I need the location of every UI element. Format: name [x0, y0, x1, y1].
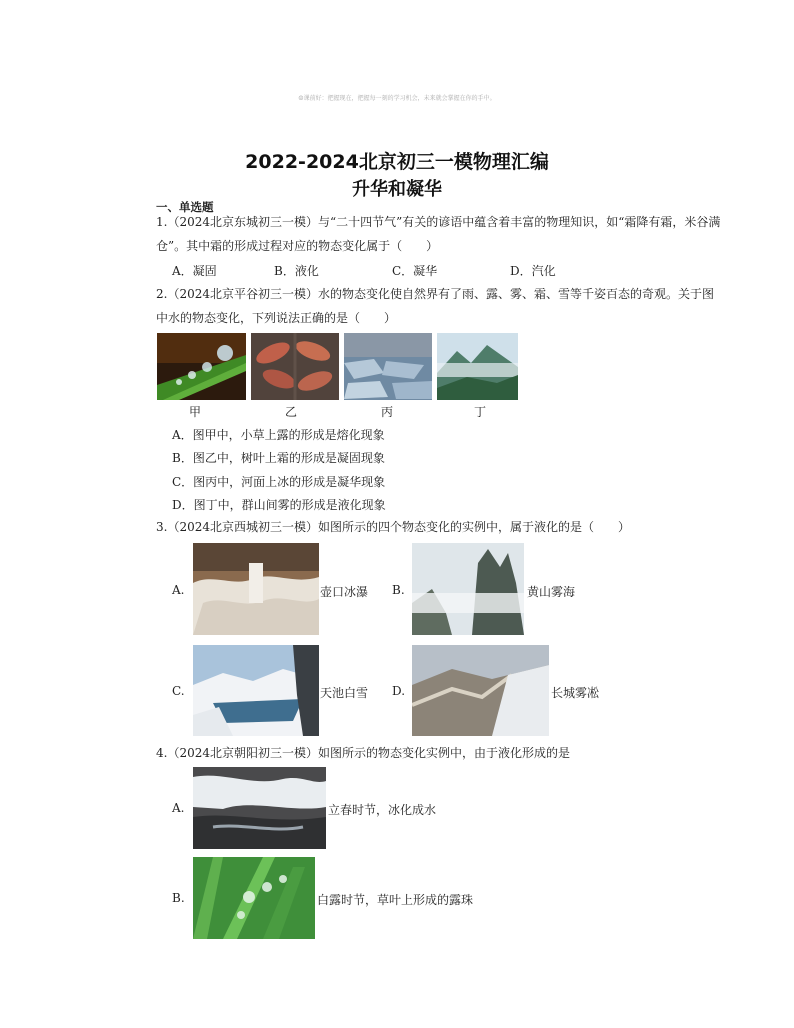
q3-option-d-letter: D. — [392, 684, 406, 698]
q3-image-a — [193, 543, 319, 635]
q2-caption-bing: 丙 — [380, 405, 393, 419]
q2-line2: 中水的物态变化，下列说法正确的是（ ） — [156, 311, 397, 325]
q3-option-d-label: 长城雾凇 — [551, 686, 600, 700]
q2-option-c: C．图丙中，河面上冰的形成是凝华现象 — [172, 475, 386, 489]
q1-option-b: B．液化 — [274, 264, 319, 278]
q3-option-c-label: 天池白雪 — [320, 686, 369, 700]
q2-image-jia — [157, 333, 246, 400]
q3-line1: 3.（2024北京西城初三一模）如图所示的四个物态变化的实例中，属于液化的是（ ） — [156, 520, 630, 534]
q1-option-c: C．凝华 — [392, 264, 438, 278]
q1-line2: 仓”。其中霜的形成过程对应的物态变化属于（ ） — [156, 239, 439, 253]
q2-option-a: A．图甲中，小草上露的形成是熔化现象 — [172, 428, 385, 442]
q4-image-a — [193, 767, 326, 849]
q4-option-a-label: 立春时节，冰化成水 — [328, 803, 437, 817]
q2-line1: 2.（2024北京平谷初三一模）水的物态变化使自然界有了雨、露、雾、霜、雪等千姿百态的奇观。关于图 — [156, 287, 714, 301]
q1-option-a: A．凝固 — [172, 264, 217, 278]
q2-option-d: D．图丁中，群山间雾的形成是液化现象 — [172, 498, 386, 512]
q4-option-b-label: 白露时节，草叶上形成的露珠 — [317, 893, 474, 907]
q4-option-b-letter: B. — [172, 891, 185, 905]
page-title: 2022-2024北京初三一模物理汇编 — [245, 151, 549, 173]
q2-image-bing — [344, 333, 432, 400]
q3-image-d — [412, 645, 549, 736]
q3-image-b — [412, 543, 524, 635]
q3-option-a-label: 壶口冰瀑 — [320, 585, 369, 599]
q1-line1: 1.（2024北京东城初三一模）与“二十四节气”有关的谚语中蕴含着丰富的物理知识，如“霜降有霜，米谷满 — [156, 215, 721, 229]
q2-caption-yi: 乙 — [284, 405, 297, 419]
q2-caption-ding: 丁 — [473, 405, 486, 419]
page-subtitle: 升华和凝华 — [352, 179, 442, 200]
q3-image-c — [193, 645, 319, 736]
q2-caption-jia: 甲 — [188, 405, 201, 419]
q4-line1: 4.（2024北京朝阳初三一模）如图所示的物态变化实例中，由于液化形成的是 — [156, 746, 570, 760]
watermark: ☺课前好：把握现在，把握每一刻的学习机会，未来就会掌握在你的手中。 — [298, 95, 496, 102]
q3-option-a-letter: A. — [172, 583, 185, 597]
section-heading: 一、单选题 — [156, 200, 214, 214]
q2-image-yi — [251, 333, 339, 400]
q3-option-b-letter: B. — [392, 583, 405, 597]
q4-option-a-letter: A. — [172, 801, 185, 815]
q3-option-b-label: 黄山雾海 — [527, 585, 576, 599]
q4-image-b — [193, 857, 315, 939]
q3-option-c-letter: C. — [172, 684, 185, 698]
q1-option-d: D．汽化 — [510, 264, 556, 278]
q2-image-ding — [437, 333, 518, 400]
q2-option-b: B．图乙中，树叶上霜的形成是凝固现象 — [172, 451, 385, 465]
